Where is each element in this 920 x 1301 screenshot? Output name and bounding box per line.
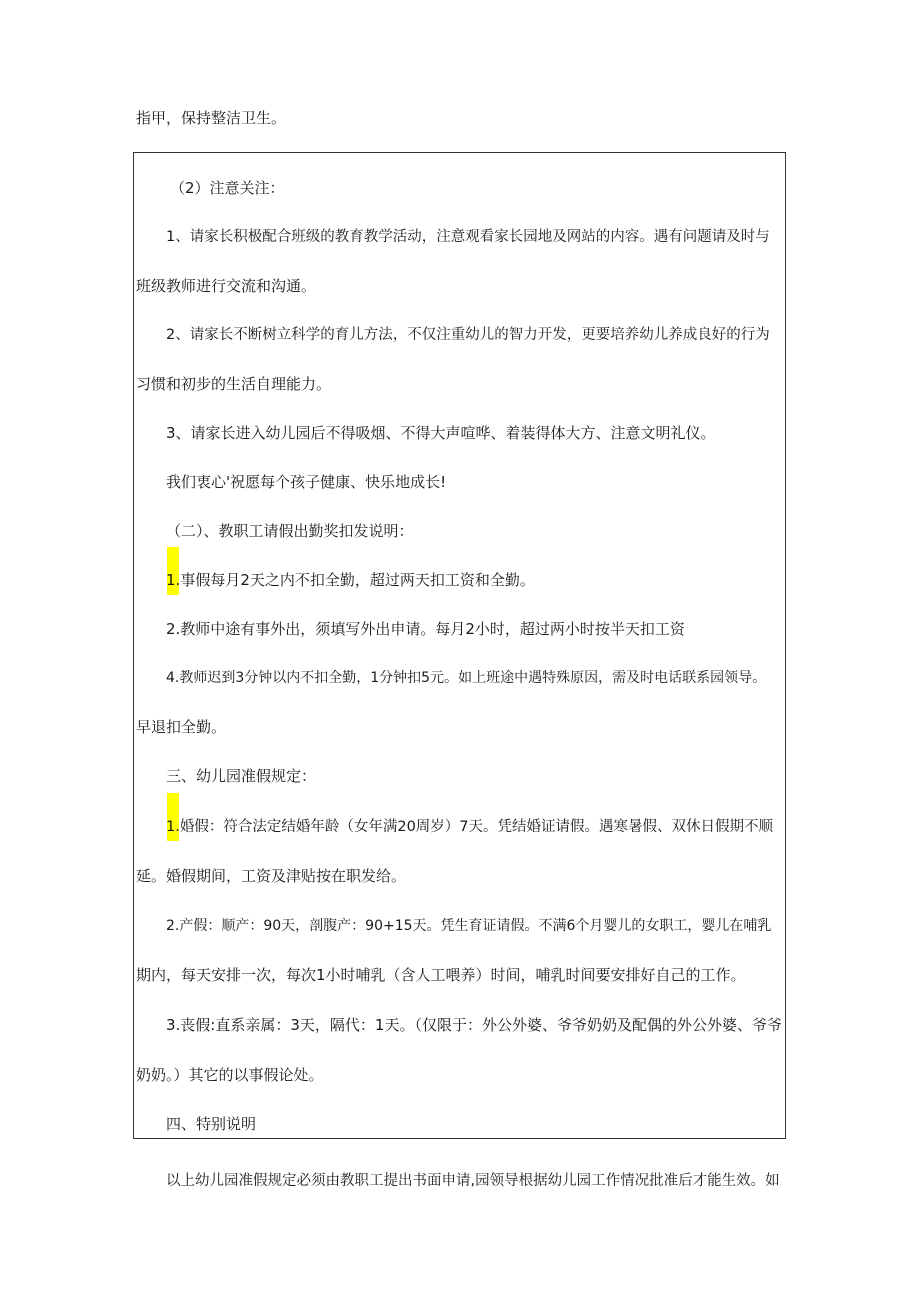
section-heading-attention: （2）注意关注：: [170, 179, 285, 197]
bonus-item-1-number: 1.: [166, 571, 181, 589]
leave-item-2-line-1: 2.产假：顺产：90天，剖腹产：90+15天。凭生育证请假。不满6个月婴儿的女职工，婴儿在哺乳: [166, 918, 772, 934]
leave-item-1-line-2: 延。婚假期间，工资及津贴按在职发给。: [136, 867, 407, 885]
leave-item-1-number: 1.: [166, 819, 180, 835]
paragraph-3: 3、请家长进入幼儿园后不得吸烟、不得大声喧哗、着装得体大方、注意文明礼仪。: [166, 424, 716, 442]
section-heading-leave: 三、幼儿园准假规定：: [166, 767, 317, 785]
top-text-line: 指甲，保持整洁卫生。: [136, 109, 287, 127]
bonus-item-4-line-2: 早退扣全勤。: [136, 718, 227, 736]
leave-item-3-line-1: 3.丧假:直系亲属：3天，隔代：1天。（仅限于：外公外婆、爷爷奶奶及配偶的外公外婆、爷爷: [166, 1016, 782, 1034]
bonus-item-4-line-1: 4.教师迟到3分钟以内不扣全勤，1分钟扣5元。如上班途中遇特殊原因，需及时电话联系园领导。: [166, 670, 767, 686]
paragraph-1-line-1: 1、请家长积极配合班级的教育教学活动，注意观看家长园地及网站的内容。遇有问题请及时与: [166, 229, 770, 245]
bottom-text-line: 以上幼儿园准假规定必须由教职工提出书面申请,园领导根据幼儿园工作情况批准后才能生效。如: [166, 1173, 780, 1189]
section-heading-bonus: （二）、教职工请假出勤奖扣发说明：: [166, 522, 414, 540]
paragraph-2-line-2: 习惯和初步的生活自理能力。: [136, 375, 332, 393]
leave-item-1-line-1: [166, 817, 773, 837]
paragraph-2-line-1: 2、请家长不断树立科学的育儿方法，不仅注重幼儿的智力开发，更要培养幼儿养成良好的行为: [166, 327, 770, 343]
leave-item-1-text: 婚假：符合法定结婚年龄（女年满20周岁）7天。凭结婚证请假。遇寒暑假、双休日假期不顺: [179, 819, 774, 835]
bonus-item-1: [166, 570, 535, 590]
paragraph-1-line-2: 班级教师进行交流和沟通。: [136, 277, 317, 295]
leave-item-2-line-2: 期内，每天安排一次，每次1小时哺乳（含人工喂养）时间，哺乳时间要安排好自己的工作。: [136, 966, 746, 984]
notice-table-box: [133, 152, 786, 1139]
wish-line: 我们衷心'祝愿每个孩子健康、快乐地成长!: [166, 473, 447, 491]
section-heading-special: 四、特别说明: [166, 1115, 257, 1133]
leave-item-3-line-2: 奶奶。）其它的以事假论处。: [136, 1066, 324, 1084]
bonus-item-1-text: 事假每月2天之内不扣全勤，超过两天扣工资和全勤。: [180, 571, 535, 589]
bonus-item-2: 2.教师中途有事外出，须填写外出申请。每月2小时，超过两小时按半天扣工资: [166, 620, 685, 638]
